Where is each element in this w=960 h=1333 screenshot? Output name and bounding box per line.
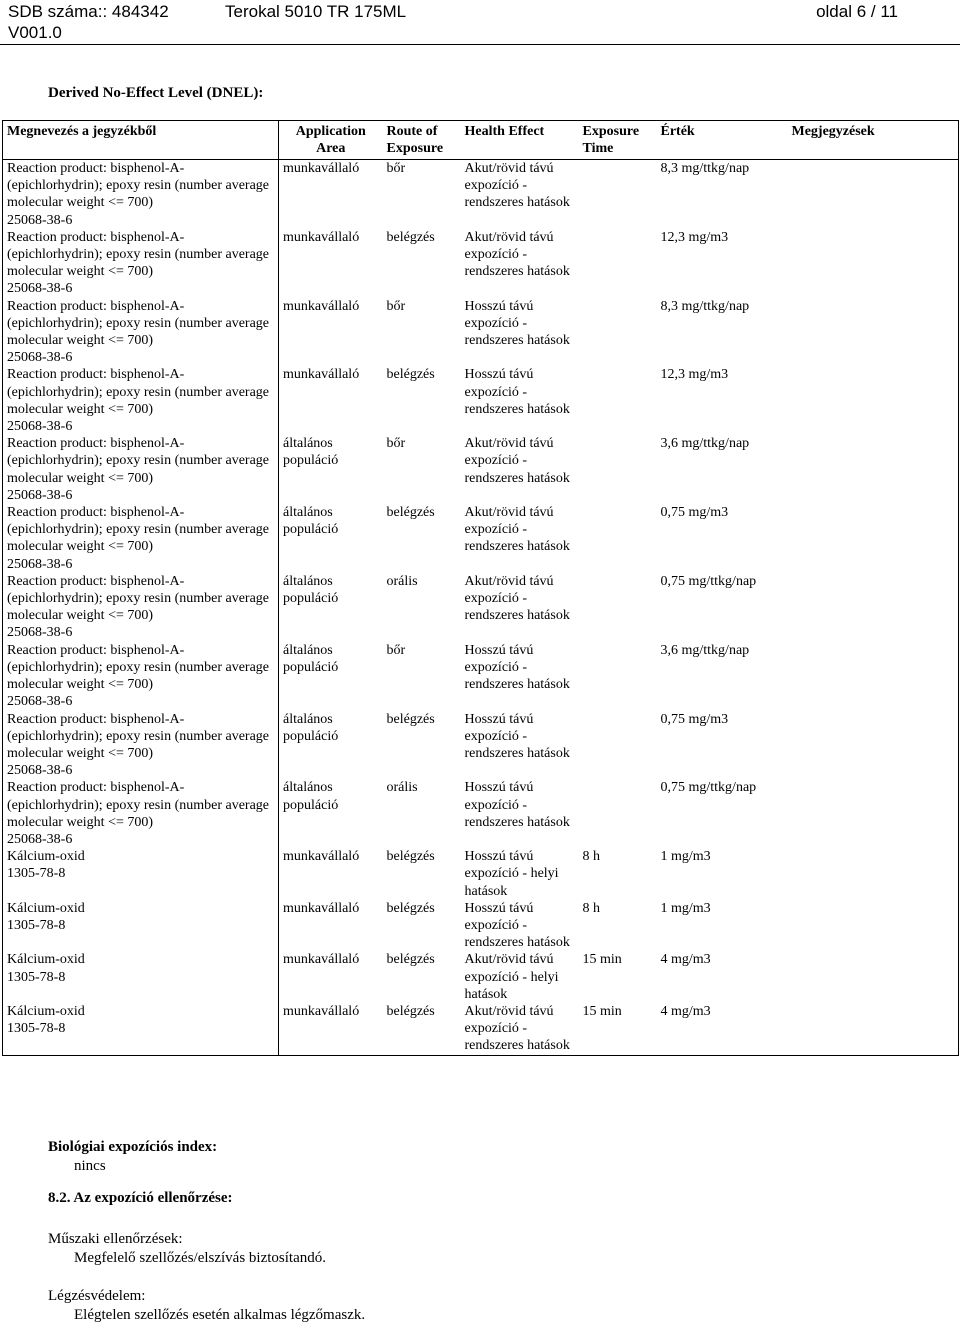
col-header-notes: Megjegyzések: [791, 124, 875, 139]
cell-time: [579, 504, 657, 573]
table-row: [3, 504, 959, 573]
sdb-number: SDB száma:: 484342: [8, 2, 169, 21]
cell-name: Reaction product: bisphenol-A-(epichlorhydrin); epoxy resin (number average molecular weight <= 700) 25068-38-6: [3, 642, 279, 711]
cell-note: [788, 298, 959, 367]
cell-effect: Hosszú távú expozíció - helyi hatások: [464, 849, 559, 899]
table-row: [3, 366, 959, 435]
table-row: [3, 298, 959, 367]
cell-effect: Akut/rövid távú expozíció - rendszeres hatások: [464, 505, 570, 555]
cell-name: Reaction product: bisphenol-A-(epichlorhydrin); epoxy resin (number average molecular weight <= 700) 25068-38-6: [3, 779, 279, 848]
page-header: [0, 0, 960, 44]
bio-index-value: nincs: [74, 1158, 106, 1174]
cell-note: [788, 779, 959, 848]
cell-note: [788, 711, 959, 780]
cell-note: [788, 951, 959, 1003]
cell-route: bőr: [386, 642, 406, 658]
cell-effect: Hosszú távú expozíció - rendszeres hatások: [464, 367, 570, 417]
version: V001.0: [8, 23, 62, 42]
col-header-effect: Health Effect: [464, 124, 545, 139]
cell-area: általános populáció: [283, 780, 339, 813]
cell-route: belégzés: [386, 711, 435, 727]
cell-route: belégzés: [386, 952, 435, 968]
respiratory-label: Légzésvédelem:: [48, 1288, 146, 1304]
cell-value: 4 mg/m3: [660, 1003, 711, 1019]
cell-name: Reaction product: bisphenol-A-(epichlorhydrin); epoxy resin (number average molecular weight <= 700) 25068-38-6: [3, 298, 279, 367]
cell-value: 0,75 mg/ttkg/nap: [660, 573, 757, 589]
cell-value: 0,75 mg/m3: [660, 505, 729, 521]
cell-area: munkavállaló: [283, 1003, 360, 1019]
cell-area: munkavállaló: [283, 298, 360, 314]
cell-effect: Akut/rövid távú expozíció - rendszeres hatások: [464, 436, 570, 486]
cell-name: Kálcium-oxid 1305-78-8: [3, 848, 279, 900]
cell-effect: Akut/rövid távú expozíció - helyi hatások: [464, 952, 559, 1002]
cell-value: 0,75 mg/ttkg/nap: [660, 780, 757, 796]
cell-time: [579, 366, 657, 435]
cell-value: 12,3 mg/m3: [660, 367, 729, 383]
dnel-table: [2, 120, 959, 1056]
cell-area: általános populáció: [283, 505, 339, 538]
cell-value: 8,3 mg/ttkg/nap: [660, 161, 750, 176]
cell-area: munkavállaló: [283, 367, 360, 383]
cell-area: általános populáció: [283, 642, 339, 675]
table-header-row: [3, 121, 959, 160]
cell-effect: Hosszú távú expozíció - rendszeres hatások: [464, 642, 570, 693]
cell-area: munkavállaló: [283, 952, 360, 968]
cell-name: Reaction product: bisphenol-A-(epichlorhydrin); epoxy resin (number average molecular weight <= 700) 25068-38-6: [3, 504, 279, 573]
cell-area: általános populáció: [283, 436, 339, 469]
cell-route: belégzés: [386, 1003, 435, 1019]
col-header-time: Exposure Time: [582, 124, 640, 156]
table-row: [3, 900, 959, 952]
cell-name: Reaction product: bisphenol-A-(epichlorhydrin); epoxy resin (number average molecular weight <= 700) 25068-38-6: [3, 435, 279, 504]
cell-effect: Akut/rövid távú expozíció - rendszeres hatások: [464, 229, 570, 280]
bio-index-title: Biológiai expozíciós index:: [48, 1139, 218, 1155]
cell-value: 1 mg/m3: [660, 900, 711, 916]
section-title: Derived No-Effect Level (DNEL):: [48, 85, 264, 101]
col-header-area: Application Area: [295, 124, 366, 156]
cell-area: általános populáció: [283, 573, 339, 607]
cell-note: [788, 848, 959, 900]
cell-name: Reaction product: bisphenol-A-(epichlorhydrin); epoxy resin (number average molecular weight <= 700) 25068-38-6: [3, 366, 279, 435]
cell-note: [788, 229, 959, 298]
cell-time: [579, 573, 657, 642]
cell-value: 3,6 mg/ttkg/nap: [660, 436, 750, 452]
cell-time: 15 min: [582, 1003, 622, 1019]
cell-note: [788, 642, 959, 711]
cell-value: 0,75 mg/m3: [660, 711, 729, 727]
cell-area: munkavállaló: [283, 849, 360, 865]
cell-name: Reaction product: bisphenol-A-(epichlorhydrin); epoxy resin (number average molecular weight <= 700) 25068-38-6: [3, 229, 279, 298]
cell-time: [579, 435, 657, 504]
cell-route: belégzés: [386, 367, 435, 383]
table-row: [3, 779, 959, 848]
cell-note: [788, 366, 959, 435]
header-divider: [0, 44, 960, 45]
col-header-value: Érték: [660, 124, 695, 139]
technical-label: Műszaki ellenőrzések:: [48, 1231, 183, 1247]
below-table: [48, 1138, 365, 1325]
cell-value: 1 mg/m3: [660, 849, 711, 865]
cell-time: 8 h: [582, 849, 600, 865]
table-row: [3, 951, 959, 1003]
cell-area: munkavállaló: [283, 900, 360, 916]
cell-time: [579, 229, 657, 298]
table-row: [3, 848, 959, 900]
cell-value: 4 mg/m3: [660, 952, 711, 968]
cell-time: 15 min: [582, 952, 622, 968]
cell-name: Reaction product: bisphenol-A-(epichlorhydrin); epoxy resin (number average molecular weight <= 700) 25068-38-6: [3, 573, 279, 642]
cell-value: 8,3 mg/ttkg/nap: [660, 298, 750, 314]
table-row: [3, 229, 959, 298]
cell-value: 12,3 mg/m3: [660, 229, 729, 245]
page-number: oldal 6 / 11: [816, 2, 898, 21]
cell-time: [579, 160, 657, 229]
cell-route: orális: [386, 573, 418, 589]
cell-name: Reaction product: bisphenol-A-(epichlorhydrin); epoxy resin (number average molecular weight <= 700) 25068-38-6: [3, 711, 279, 780]
cell-route: bőr: [386, 298, 406, 314]
cell-name: Kálcium-oxid 1305-78-8: [3, 900, 279, 952]
cell-note: [788, 900, 959, 952]
cell-area: munkavállaló: [283, 161, 360, 176]
cell-note: [788, 160, 959, 229]
cell-route: bőr: [386, 161, 406, 176]
cell-route: belégzés: [386, 505, 435, 521]
cell-note: [788, 573, 959, 642]
cell-name: Kálcium-oxid 1305-78-8: [3, 951, 279, 1003]
product-name: Terokal 5010 TR 175ML: [225, 2, 407, 21]
cell-effect: Hosszú távú expozíció - rendszeres hatások: [464, 780, 570, 830]
cell-time: [579, 711, 657, 780]
col-header-route: Route of Exposure: [386, 124, 444, 156]
cell-time: [579, 298, 657, 367]
cell-note: [788, 435, 959, 504]
cell-name: Kálcium-oxid 1305-78-8: [3, 1003, 279, 1055]
cell-area: általános populáció: [283, 711, 339, 744]
table-row: [3, 642, 959, 711]
cell-note: [788, 1003, 959, 1055]
cell-route: orális: [386, 780, 418, 796]
table-row: [3, 711, 959, 780]
cell-effect: Akut/rövid távú expozíció - rendszeres hatások: [464, 1003, 570, 1054]
respiratory-text: Elégtelen szellőzés esetén alkalmas légzőmaszk.: [74, 1307, 366, 1323]
table-row: [3, 1003, 959, 1055]
cell-effect: Akut/rövid távú expozíció - rendszeres hatások: [464, 161, 570, 211]
cell-note: [788, 504, 959, 573]
cell-effect: Hosszú távú expozíció - rendszeres hatások: [464, 900, 570, 951]
cell-time: [579, 779, 657, 848]
table-row: [3, 160, 959, 229]
table-row: [3, 573, 959, 642]
cell-name: Reaction product: bisphenol-A-(epichlorhydrin); epoxy resin (number average molecular weight <= 700) 25068-38-6: [3, 160, 279, 229]
cell-route: belégzés: [386, 900, 435, 916]
table-row: [3, 435, 959, 504]
cell-effect: Akut/rövid távú expozíció - rendszeres hatások: [464, 573, 570, 624]
cell-effect: Hosszú távú expozíció - rendszeres hatások: [464, 711, 570, 761]
cell-value: 3,6 mg/ttkg/nap: [660, 642, 750, 658]
cell-effect: Hosszú távú expozíció - rendszeres hatások: [464, 298, 570, 349]
col-header-name: Megnevezés a jegyzékből: [3, 121, 279, 160]
cell-time: 8 h: [582, 900, 600, 916]
cell-route: belégzés: [386, 229, 435, 245]
section-82-title: 8.2. Az expozíció ellenőrzése:: [48, 1190, 233, 1206]
cell-area: munkavállaló: [283, 229, 360, 245]
cell-time: [579, 642, 657, 711]
cell-route: belégzés: [386, 849, 435, 865]
cell-route: bőr: [386, 436, 406, 452]
technical-text: Megfelelő szellőzés/elszívás biztosítandó.: [74, 1250, 327, 1266]
